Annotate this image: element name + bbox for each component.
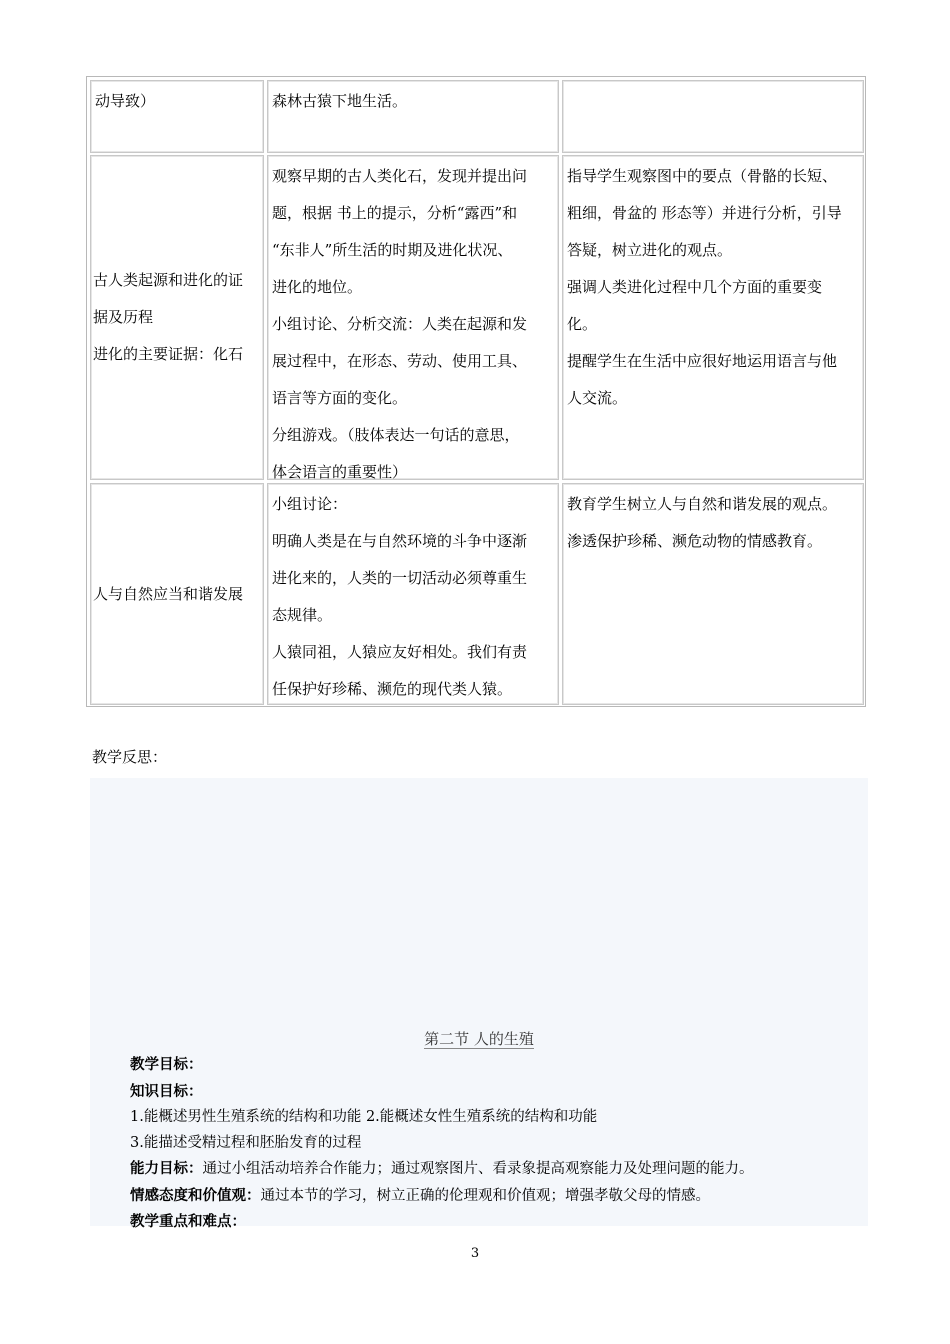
reflection-label: 教学反思： — [92, 748, 168, 766]
row3-col2-line: 人猿同祖，人猿应友好相处。我们有责 — [272, 643, 528, 661]
table-row1-col2: 森林古猿下地生活。 — [267, 80, 559, 153]
knowledge-line: 3.能描述受精过程和胚胎发育的过程 — [130, 1134, 362, 1151]
row2-col3-line: 指导学生观察图中的要点（骨骼的长短、 — [567, 167, 838, 185]
knowledge-goals-heading: 知识目标： — [130, 1082, 203, 1100]
row2-col2-line: 进化的地位。 — [272, 278, 363, 296]
row2-col2-line: 小组讨论、分析交流：人类在起源和发 — [272, 315, 528, 333]
table-row2-col1 — [90, 155, 264, 480]
row2-col3-line: 人交流。 — [567, 389, 628, 407]
teaching-goals-heading: 教学目标： — [130, 1056, 203, 1073]
key-points-heading: 教学重点和难点： — [130, 1213, 246, 1230]
section-panel — [90, 778, 868, 1230]
row2-col2-line: 体会语言的重要性） — [272, 463, 408, 481]
row3-col3-line: 教育学生树立人与自然和谐发展的观点。 — [567, 495, 838, 513]
row3-col2-line: 小组讨论： — [272, 495, 348, 513]
row2-col1-line: 古人类起源和进化的证 — [93, 271, 244, 289]
table-row2-col2 — [267, 155, 559, 480]
row3-col2-line: 明确人类是在与自然环境的斗争中逐渐 — [272, 532, 528, 550]
row2-col3-line: 答疑，树立进化的观点。 — [567, 241, 733, 259]
row2-col2-line: “东非人”所生活的时期及进化状况、 — [272, 241, 513, 259]
row2-col2-line: 语言等方面的变化。 — [272, 389, 408, 407]
table-row3-col3 — [562, 483, 864, 705]
row2-col3-line: 化。 — [567, 315, 598, 333]
row2-col2-line: 观察早期的古人类化石，发现并提出问 — [272, 167, 528, 185]
section-title: 第二节 人的生殖 — [424, 1030, 534, 1048]
table-row2-col3 — [562, 155, 864, 480]
row3-col2-line: 任保护好珍稀、濒危的现代类人猿。 — [272, 680, 513, 698]
row3-col2-line: 进化来的，人类的一切活动必须尊重生 — [272, 569, 528, 587]
lesson-plan-table — [86, 76, 866, 707]
row2-col2-line: 分组游戏。（肢体表达一句话的意思， — [272, 426, 520, 444]
knowledge-line: 1.能概述男性生殖系统的结构和功能 2.能概述女性生殖系统的结构和功能 — [130, 1109, 598, 1125]
row2-col3-line: 粗细，骨盆的 形态等）并进行分析，引导 — [567, 204, 842, 222]
table-row3-col2 — [267, 483, 559, 705]
table-row1-col1: 动导致） — [90, 80, 264, 153]
table-row1-col3 — [562, 80, 864, 153]
row2-col3-line: 强调人类进化过程中几个方面的重要变 — [567, 278, 823, 296]
row2-col1-line: 进化的主要证据：化石 — [93, 345, 244, 363]
page-number: 3 — [470, 1246, 480, 1261]
row2-col3-line: 提醒学生在生活中应很好地运用语言与他 — [567, 352, 838, 370]
row3-col3-line: 渗透保护珍稀、濒危动物的情感教育。 — [567, 532, 823, 550]
row2-col2-line: 题，根据 书上的提示，分析“露西”和 — [272, 204, 518, 222]
teaching-goals-block — [130, 1052, 860, 1236]
row2-col2-line: 展过程中，在形态、劳动、使用工具、 — [272, 352, 528, 370]
ability-goals: 能力目标：通过小组活动培养合作能力；通过观察图片、看录象提高观察能力及处理问题的能力。 — [130, 1160, 754, 1177]
emotion-goals: 情感态度和价值观：通过本节的学习，树立正确的伦理观和价值观；增强孝敬父母的情感。 — [130, 1186, 710, 1204]
row2-col1-line: 据及历程 — [93, 308, 154, 326]
row3-col2-line: 态规律。 — [272, 606, 333, 624]
table-row3-col1: 人与自然应当和谐发展 — [90, 483, 264, 705]
